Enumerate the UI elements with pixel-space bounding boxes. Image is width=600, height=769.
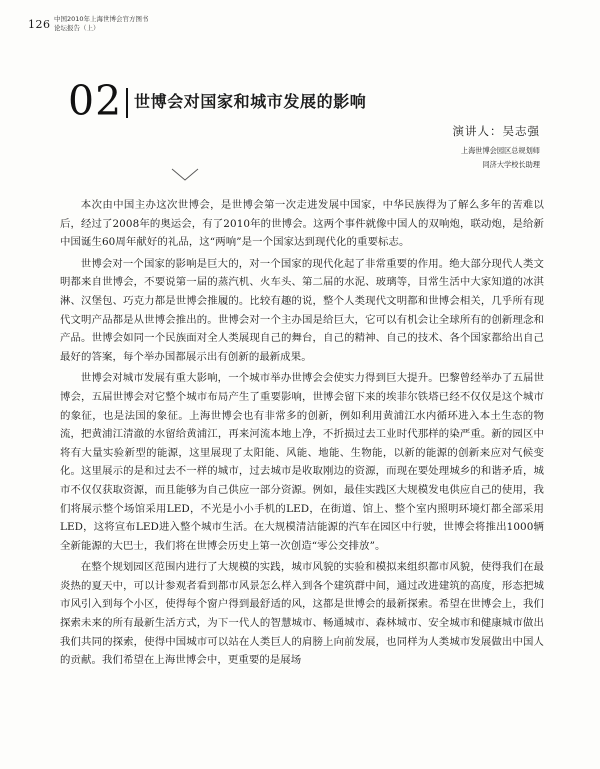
body-paragraph: 世博会对城市发展有重大影响，一个城市举办世博会会使实力得到巨大提升。巴黎曾经举办了五届世博会，五届世博会对它整个城市布局产生了重要影响，世博会留下来的埃菲尔铁塔已经不仅仅是这个城市的象征，也是法国的象征。上海世博会也有非常多的创新，例如利用黄浦江水内循环进入本土生态的物流，把黄浦江清澈的水留给黄浦江，再来河流本地上净，不折损过去工业时代那样的染严重。新的园区中将有大量实验新型的能源，这里展现了太阳能、风能、地能、生物能，以新的能源的创新来应对气候变化。这里展示的是和过去不一样的城市，过去城市是收取刚边的资源，而现在要处理城乡的和谐矛盾，城市不仅仅获取资源，而且能够为自己供应一部分资源。例如，最佳实践区大规模发电供应自己的使用，我们将展示整个场馆采用LED，不光是小小手机的LED，在街道、馆上、整个室内照明环境灯都全部采用LED，这将宣布LED进入整个城市生活。在大规模清洁能源的汽车在园区中行驶，世博会将推出1000辆全新能源的大巴士，我们将在世博会历史上第一次创造“零公交排放”。 — [60, 372, 544, 552]
chevron-down-icon — [170, 166, 200, 184]
speaker-affiliation — [461, 144, 540, 172]
body-paragraph: 在整个规划园区范围内进行了大规模的实践，城市风貌的实验和模拟来组织都市风貌，使得我们在最炎热的夏天中，可以计参观者看到都市风景怎么样入到各个建筑群中间，通过改进建筑的高度，形态把城市风引入到每个小区，使得每个窗户得到最舒适的风，这都是世博会的最新探索。希望在世博会上，我们探索未来的所有最新生活方式，为下一代人的智慧城市、畅通城市、森林城市、安全城市和健康城市做出我们共同的探索，使得中国城市可以站在人类巨人的肩膀上向前发展，也同样为人类城市发展做出中国人的贡献。我们希望在上海世博会中，更重要的是展场 — [60, 561, 544, 667]
article-body — [60, 196, 544, 670]
chapter-divider — [126, 88, 128, 118]
page-number: 126 — [28, 18, 51, 31]
speaker-name: 演讲人：吴志强 — [452, 124, 540, 138]
chapter-number: 02 — [68, 77, 123, 125]
affiliation-line: 上海世博会园区总规划师 — [460, 146, 540, 155]
running-head-line: 论坛报告（上） — [54, 23, 100, 32]
affiliation-line: 同济大学校长助理 — [482, 160, 540, 169]
chapter-heading — [66, 78, 536, 126]
running-head-title — [54, 15, 149, 32]
body-paragraph: 本次由中国主办这次世博会，是世博会第一次走进发展中国家，中华民族得为了解么多年的苦难以后，经过了2008年的奥运会，有了2010年的世博会。这两个事件就像中国人的双响炮，联动炮，是给新中国诞生60周年献好的礼品，这“两响”是一个国家达到现代化的重要标志。 — [60, 199, 544, 249]
chapter-title: 世博会对国家和城市发展的影响 — [134, 92, 367, 111]
running-head-line: 中国2010年上海世博会官方图书 — [54, 15, 149, 23]
body-paragraph: 世博会对一个国家的影响是巨大的，对一个国家的现代化起了非常重要的作用。绝大部分现代人类文明都来自世博会，不要说第一届的蒸汽机、火车头、第二届的水泥、玻璃等，目常生活中大家知道的冰淇淋、汉堡包、巧克力都是世博会推履的。比较有趣的说，整个人类现代文明都和世博会相关，几乎所有现代文明产品都是从世博会推出的。世博会对一个主办国是给巨大，它可以有机会让全球所有的创新理念和产品。世博会如同一个民族面对全人类展现自己的舞台，自己的精神、自己的技术、各个国家都给出自己最好的答案，每个举办国都展示出有创新的最新成果。 — [60, 257, 544, 363]
